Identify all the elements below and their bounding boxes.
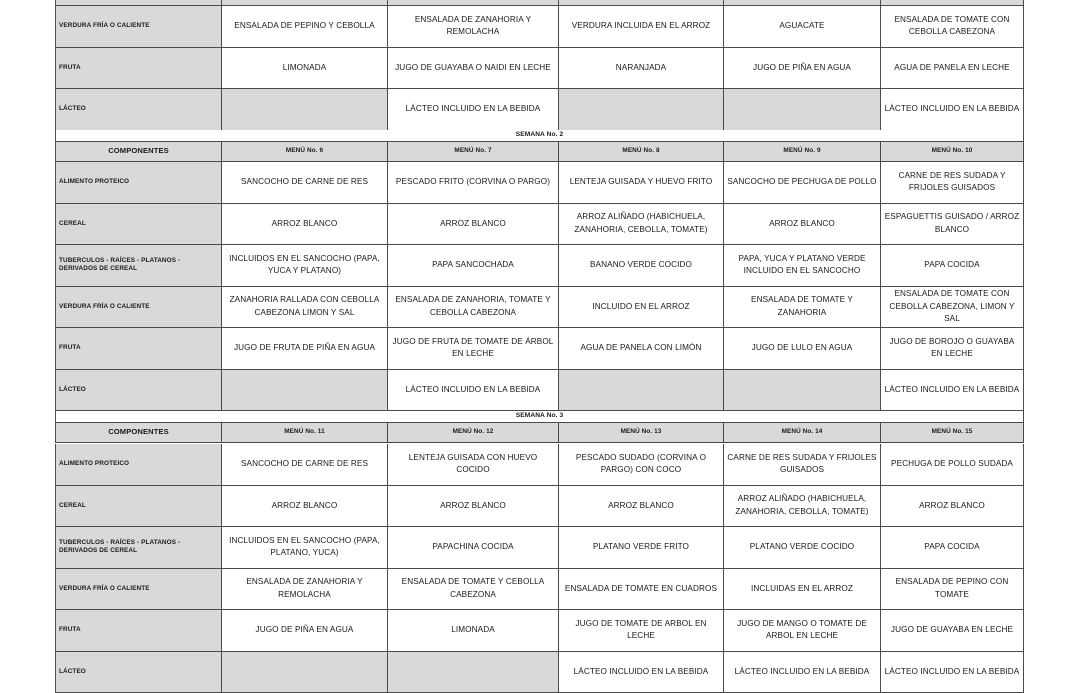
menu-cell: LÁCTEO INCLUIDO EN LA BEBIDA: [881, 89, 1024, 131]
menu-cell: PAPA SANCOCHADA: [388, 245, 559, 287]
component-label: LÁCTEO: [55, 370, 222, 412]
menu-cell: LIMONADA: [222, 48, 388, 90]
menu-cell: ENSALADA DE ZANAHORIA, TOMATE Y CEBOLLA CABEZONA: [388, 287, 559, 329]
menu-cell: ARROZ BLANCO: [388, 486, 559, 528]
menu-header: MENÚ No. 15: [881, 423, 1024, 443]
component-label: CEREAL: [55, 486, 222, 528]
empty-cell: [388, 652, 559, 693]
menu-header: MENÚ No. 14: [724, 423, 881, 443]
menu-header: MENÚ No. 6: [222, 142, 388, 162]
menu-cell: AGUACATE: [724, 6, 881, 48]
empty-cell: [222, 370, 388, 412]
menu-cell: ENSALADA DE ZANAHORIA Y REMOLACHA: [388, 6, 559, 48]
menu-header: MENÚ No. 9: [724, 142, 881, 162]
component-label: ALIMENTO PROTEICO: [55, 162, 222, 204]
menu-cell: JUGO DE GUAYABA EN LECHE: [881, 610, 1024, 652]
menu-cell: BANANO VERDE COCIDO: [559, 245, 724, 287]
menu-cell: ARROZ ALIÑADO (HABICHUELA, ZANAHORIA, CEBOLLA, TOMATE): [724, 486, 881, 528]
component-label: VERDURA FRÍA O CALIENTE: [55, 6, 222, 48]
menu-cell: ARROZ BLANCO: [388, 204, 559, 246]
component-label: LÁCTEO: [55, 652, 222, 693]
menu-cell: PAPA COCIDA: [881, 245, 1024, 287]
menu-cell: INCLUIDO EN EL ARROZ: [559, 287, 724, 329]
menu-cell: ENSALADA DE PEPINO CON TOMATE: [881, 569, 1024, 611]
menu-cell: INCLUIDAS EN EL ARROZ: [724, 569, 881, 611]
menu-cell: ARROZ ALIÑADO (HABICHUELA, ZANAHORIA, CEBOLLA, TOMATE): [559, 204, 724, 246]
menu-cell: PESCADO FRITO (CORVINA O PARGO): [388, 162, 559, 204]
menu-cell: PECHUGA DE POLLO SUDADA: [881, 444, 1024, 486]
menu-cell: INCLUIDOS EN EL SANCOCHO (PAPA, PLATANO, YUCA): [222, 527, 388, 569]
menu-header: MENÚ No. 11: [222, 423, 388, 443]
menu-cell: JUGO DE TOMATE DE ARBOL EN LECHE: [559, 610, 724, 652]
menu-cell: JUGO DE LULO EN AGUA: [724, 328, 881, 370]
menu-cell: ENSALADA DE TOMATE EN CUADROS: [559, 569, 724, 611]
menu-header: MENÚ No. 7: [388, 142, 559, 162]
menu-cell: PLATANO VERDE FRITO: [559, 527, 724, 569]
components-header: COMPONENTES: [55, 423, 222, 443]
menu-header: MENÚ No. 8: [559, 142, 724, 162]
menu-header: MENÚ No. 13: [559, 423, 724, 443]
menu-cell: JUGO DE PIÑA EN AGUA: [222, 610, 388, 652]
menu-cell: LÁCTEO INCLUIDO EN LA BEBIDA: [881, 652, 1024, 693]
component-label: LÁCTEO: [55, 89, 222, 131]
menu-cell: ESPAGUETTIS GUISADO / ARROZ BLANCO: [881, 204, 1024, 246]
menu-cell: ARROZ BLANCO: [559, 486, 724, 528]
week-title: SEMANA No. 3: [55, 411, 1024, 423]
menu-cell: CARNE DE RES SUDADA Y FRIJOLES GUISADOS: [724, 444, 881, 486]
component-label: VERDURA FRÍA O CALIENTE: [55, 287, 222, 329]
empty-cell: [559, 370, 724, 412]
component-label: TUBERCULOS - RAÍCES - PLATANOS - DERIVADOS DE CEREAL: [55, 245, 222, 287]
menu-cell: INCLUIDOS EN EL SANCOCHO (PAPA, YUCA Y PLATANO): [222, 245, 388, 287]
menu-cell: JUGO DE BOROJO O GUAYABA EN LECHE: [881, 328, 1024, 370]
empty-cell: [222, 652, 388, 693]
menu-cell: LÁCTEO INCLUIDO EN LA BEBIDA: [559, 652, 724, 693]
component-label: FRUTA: [55, 610, 222, 652]
menu-cell: ENSALADA DE ZANAHORIA Y REMOLACHA: [222, 569, 388, 611]
menu-cell: PAPACHINA COCIDA: [388, 527, 559, 569]
menu-cell: ARROZ BLANCO: [881, 486, 1024, 528]
menu-cell: ARROZ BLANCO: [222, 204, 388, 246]
menu-header: MENÚ No. 10: [881, 142, 1024, 162]
menu-cell: JUGO DE GUAYABA O NAIDI EN LECHE: [388, 48, 559, 90]
menu-cell: ZANAHORIA RALLADA CON CEBOLLA CABEZONA LIMON Y SAL: [222, 287, 388, 329]
menu-cell: PESCADO SUDADO (CORVINA O PARGO) CON COCO: [559, 444, 724, 486]
menu-cell: LÁCTEO INCLUIDO EN LA BEBIDA: [388, 89, 559, 131]
menu-cell: ARROZ BLANCO: [222, 486, 388, 528]
menu-cell: AGUA DE PANELA EN LECHE: [881, 48, 1024, 90]
menu-cell: SANCOCHO DE PECHUGA DE POLLO: [724, 162, 881, 204]
menu-cell: JUGO DE PIÑA EN AGUA: [724, 48, 881, 90]
menu-cell: VERDURA INCLUIDA EN EL ARROZ: [559, 6, 724, 48]
menu-cell: CARNE DE RES SUDADA Y FRIJOLES GUISADOS: [881, 162, 1024, 204]
menu-header: MENÚ No. 12: [388, 423, 559, 443]
menu-cell: PAPA COCIDA: [881, 527, 1024, 569]
menu-cell: LÁCTEO INCLUIDO EN LA BEBIDA: [724, 652, 881, 693]
component-label: ALIMENTO PROTEICO: [55, 444, 222, 486]
empty-cell: [724, 370, 881, 412]
menu-cell: ENSALADA DE PEPINO Y CEBOLLA: [222, 6, 388, 48]
menu-cell: ENSALADA DE TOMATE CON CEBOLLA CABEZONA: [881, 6, 1024, 48]
menu-cell: ENSALADA DE TOMATE Y CEBOLLA CABEZONA: [388, 569, 559, 611]
menu-cell: JUGO DE FRUTA DE PIÑA EN AGUA: [222, 328, 388, 370]
menu-cell: JUGO DE MANGO O TOMATE DE ARBOL EN LECHE: [724, 610, 881, 652]
menu-cell: LÁCTEO INCLUIDO EN LA BEBIDA: [388, 370, 559, 412]
menu-cell: ENSALADA DE TOMATE CON CEBOLLA CABEZONA, LIMON Y SAL: [881, 287, 1024, 329]
menu-cell: JUGO DE FRUTA DE TOMATE DE ÁRBOL EN LECHE: [388, 328, 559, 370]
empty-cell: [222, 89, 388, 131]
components-header: COMPONENTES: [55, 142, 222, 162]
week-title: SEMANA No. 2: [55, 130, 1024, 142]
menu-cell: LÁCTEO INCLUIDO EN LA BEBIDA: [881, 370, 1024, 412]
menu-cell: ARROZ BLANCO: [724, 204, 881, 246]
menu-cell: PLATANO VERDE COCIDO: [724, 527, 881, 569]
component-label: VERDURA FRÍA O CALIENTE: [55, 569, 222, 611]
component-label: FRUTA: [55, 48, 222, 90]
menu-cell: LENTEJA GUISADA Y HUEVO FRITO: [559, 162, 724, 204]
component-label: CEREAL: [55, 204, 222, 246]
menu-cell: PAPA, YUCA Y PLATANO VERDE INCLUIDO EN EL SANCOCHO: [724, 245, 881, 287]
component-label: TUBERCULOS - RAÍCES - PLATANOS - DERIVADOS DE CEREAL: [55, 527, 222, 569]
empty-cell: [724, 89, 881, 131]
menu-cell: AGUA DE PANELA CON LIMÓN: [559, 328, 724, 370]
menu-cell: ENSALADA DE TOMATE Y ZANAHORIA: [724, 287, 881, 329]
component-label: FRUTA: [55, 328, 222, 370]
menu-cell: NARANJADA: [559, 48, 724, 90]
menu-cell: SANCOCHO DE CARNE DE RES: [222, 162, 388, 204]
menu-cell: SANCOCHO DE CARNE DE RES: [222, 444, 388, 486]
empty-cell: [559, 89, 724, 131]
menu-cell: LIMONADA: [388, 610, 559, 652]
menu-cell: LENTEJA GUISADA CON HUEVO COCIDO: [388, 444, 559, 486]
